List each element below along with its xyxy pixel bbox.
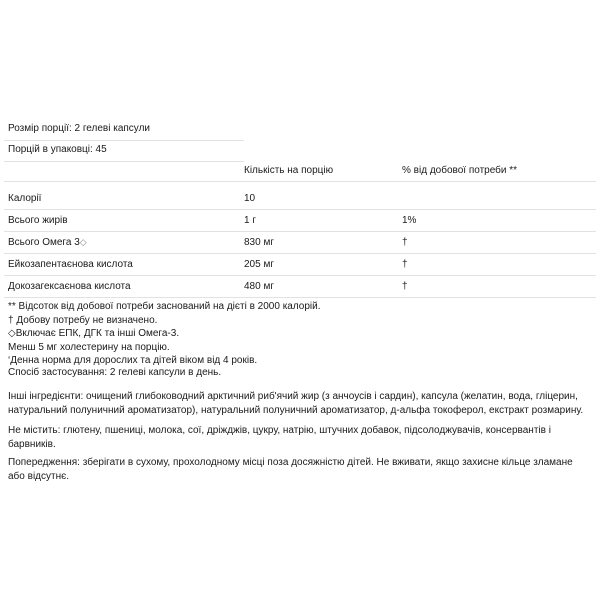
row-name: Всього жирів [8, 214, 68, 226]
footnotes [8, 300, 592, 368]
footnote: Менш 5 мг холестерину на порцію. [8, 341, 170, 353]
row-name [4, 236, 244, 250]
footnote: † Добову потребу не визначено. [8, 314, 158, 326]
footnote: ‘Денна норма для дорослих та дітей віком від 4 років. [8, 355, 258, 366]
diamond-marker-icon: ◇ [79, 236, 87, 247]
usage-text: Спосіб застосування: 2 гелеві капсули в день. [8, 367, 222, 378]
table-header-row [4, 160, 596, 182]
table-row [4, 232, 596, 254]
row-dv: † [402, 258, 408, 270]
table-header-amount: Кількість на порцію [244, 164, 334, 176]
row-amount: 205 мг [244, 258, 274, 270]
serving-size [4, 118, 244, 141]
row-name: Докозагексаєнова кислота [8, 280, 131, 292]
servings-per-container [4, 139, 244, 162]
table-row [4, 210, 596, 232]
table-row [4, 276, 596, 298]
row-dv: 1% [402, 214, 417, 226]
row-name: Ейкозапентаєнова кислота [8, 258, 133, 270]
table-row [4, 188, 596, 210]
footnote: ** Відсоток від добової потреби заснований на дієті в 2000 калорій. [8, 301, 321, 312]
row-amount: 480 мг [244, 280, 274, 292]
nutrition-table [4, 160, 596, 298]
ingredients-text: Інші інгредієнти: очищений глибоководний арктичний риб'ячий жир (з анчоусів і сардин), капсула (желатин, вода, гліцерин, натуральний полуничний ароматизатор), натуральний полуничний ароматизатор, д-альфа токоферол, екстракт розмарину. [8, 391, 584, 416]
footnote: ◇Включає ЕПК, ДГК та інші Омега-3. [8, 328, 180, 339]
table-header-dv: % від добової потреби ** [402, 164, 518, 176]
warning-text: Попередження: зберігати в сухому, прохолодному місці поза досяжністю дітей. Не вживати, якщо захисне кільце зламане або відсутнє. [8, 457, 573, 482]
row-amount: 10 [244, 192, 256, 204]
row-name: Калорії [8, 192, 42, 204]
row-dv: † [402, 236, 408, 248]
row-dv: † [402, 280, 408, 292]
serving-size-text: Розмір порції: 2 гелеві капсули [8, 123, 151, 134]
row-name-text: Всього Омега 3 [8, 236, 80, 248]
free-of-text: Не містить: глютену, пшениці, молока, сої, дріжджів, цукру, натрію, штучних добавок, підсолоджувачів, консервантів і барвників. [8, 425, 551, 450]
row-amount: 1 г [244, 214, 256, 226]
servings-per-container-text: Порцій в упаковці: 45 [8, 144, 107, 155]
row-amount: 830 мг [244, 236, 274, 248]
table-row [4, 254, 596, 276]
